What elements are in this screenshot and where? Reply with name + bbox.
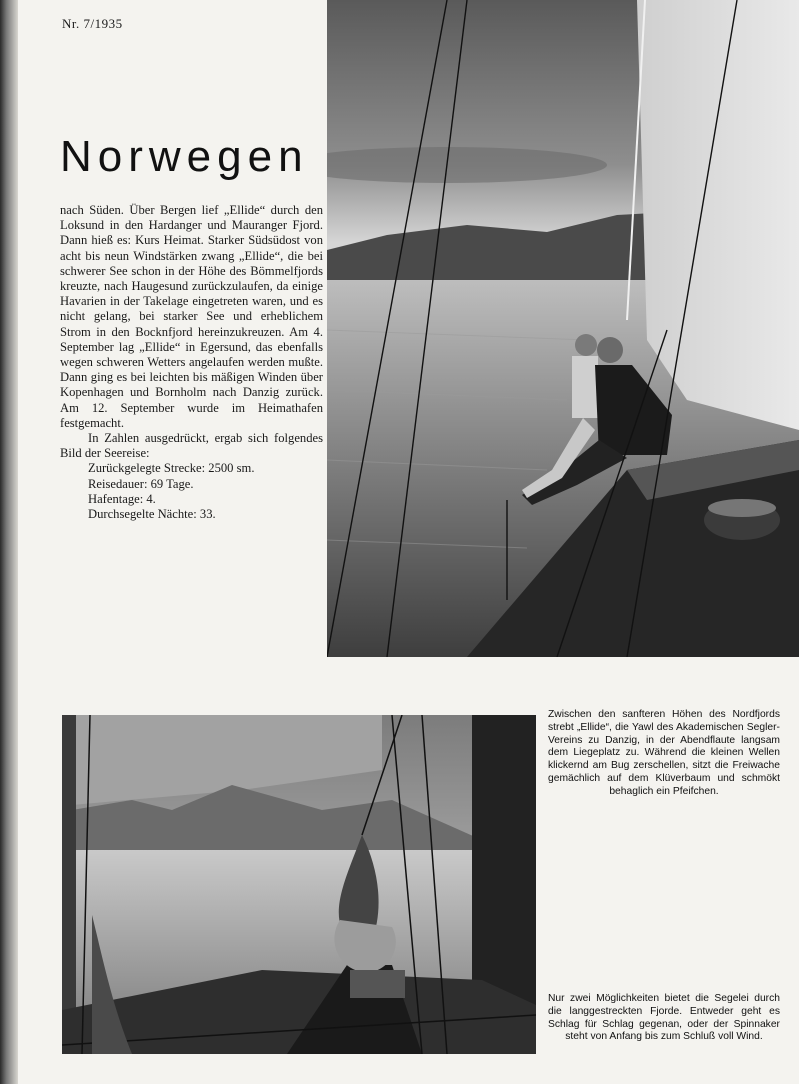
photo-fjord-bow-view [62, 715, 536, 1054]
stat-item: Hafentage: 4. [88, 491, 156, 506]
caption-top-photo: Zwischen den sanfteren Höhen des Nordfjords strebt „Ellide“, die Yawl des Akademischen Segler-Vereins zu Danzig, in der Abendflaute langsam dem Liegeplatz zu. Während die kleinen Wellen klickernd am Bug zerschellen, sitzt die Freiwache gemächlich auf dem Klüverbaum und schmökt behaglich ein Pfeifchen. [548, 709, 780, 797]
stat-item: Durchsegelte Nächte: 33. [88, 507, 216, 522]
article-paragraph: In Zahlen ausgedrückt, ergab sich folgendes Bild der Seereise: [60, 431, 323, 461]
article-paragraph: nach Süden. Über Bergen lief „Ellide“ durch den Loksund in den Hardanger und Mauranger Fjord. Dann hieß es: Kurs Heimat. Starker Südsüdost von acht bis neun Windstärken zwang „Ellide“, die bei schwerer See schon in der Höhe des Bömmelfjords kreuzte, nach Haugesund zurückzulaufen, da einige Havarien in der Takelage eingetreten waren, und es nicht gelang, bei starker See und erheblichem Strom in den Bocknfjord hereinzukreuzen. Am 4. September lag „Ellide“ in Egersund, das ebenfalls wegen schweren Wetters angelaufen werden mußte. Dann ging es bei leichten bis mäßigen Winden über Kopenhagen und Bornholm nach Danzig zurück. Am 12. September wurde im Heimathafen festgemacht. [60, 203, 323, 430]
article-title: Norwegen [60, 132, 309, 181]
caption-bottom-photo: Nur zwei Möglichkeiten bietet die Segelei durch die langgestreckten Fjorde. Entweder geht es Schlag für Schlag gegenan, oder der Spinnaker steht von Anfang bis zum Schluß voll Wind. [548, 993, 780, 1043]
stat-item: Zurückgelegte Strecke: 2500 sm. [88, 461, 255, 476]
page-binding-shadow [0, 0, 18, 1084]
issue-number: Nr. 7/1935 [62, 16, 123, 31]
photo-sailors-on-bowsprit [327, 0, 799, 657]
voyage-stats-list [60, 461, 323, 522]
article-body [60, 203, 323, 522]
stat-item: Reisedauer: 69 Tage. [88, 476, 194, 491]
